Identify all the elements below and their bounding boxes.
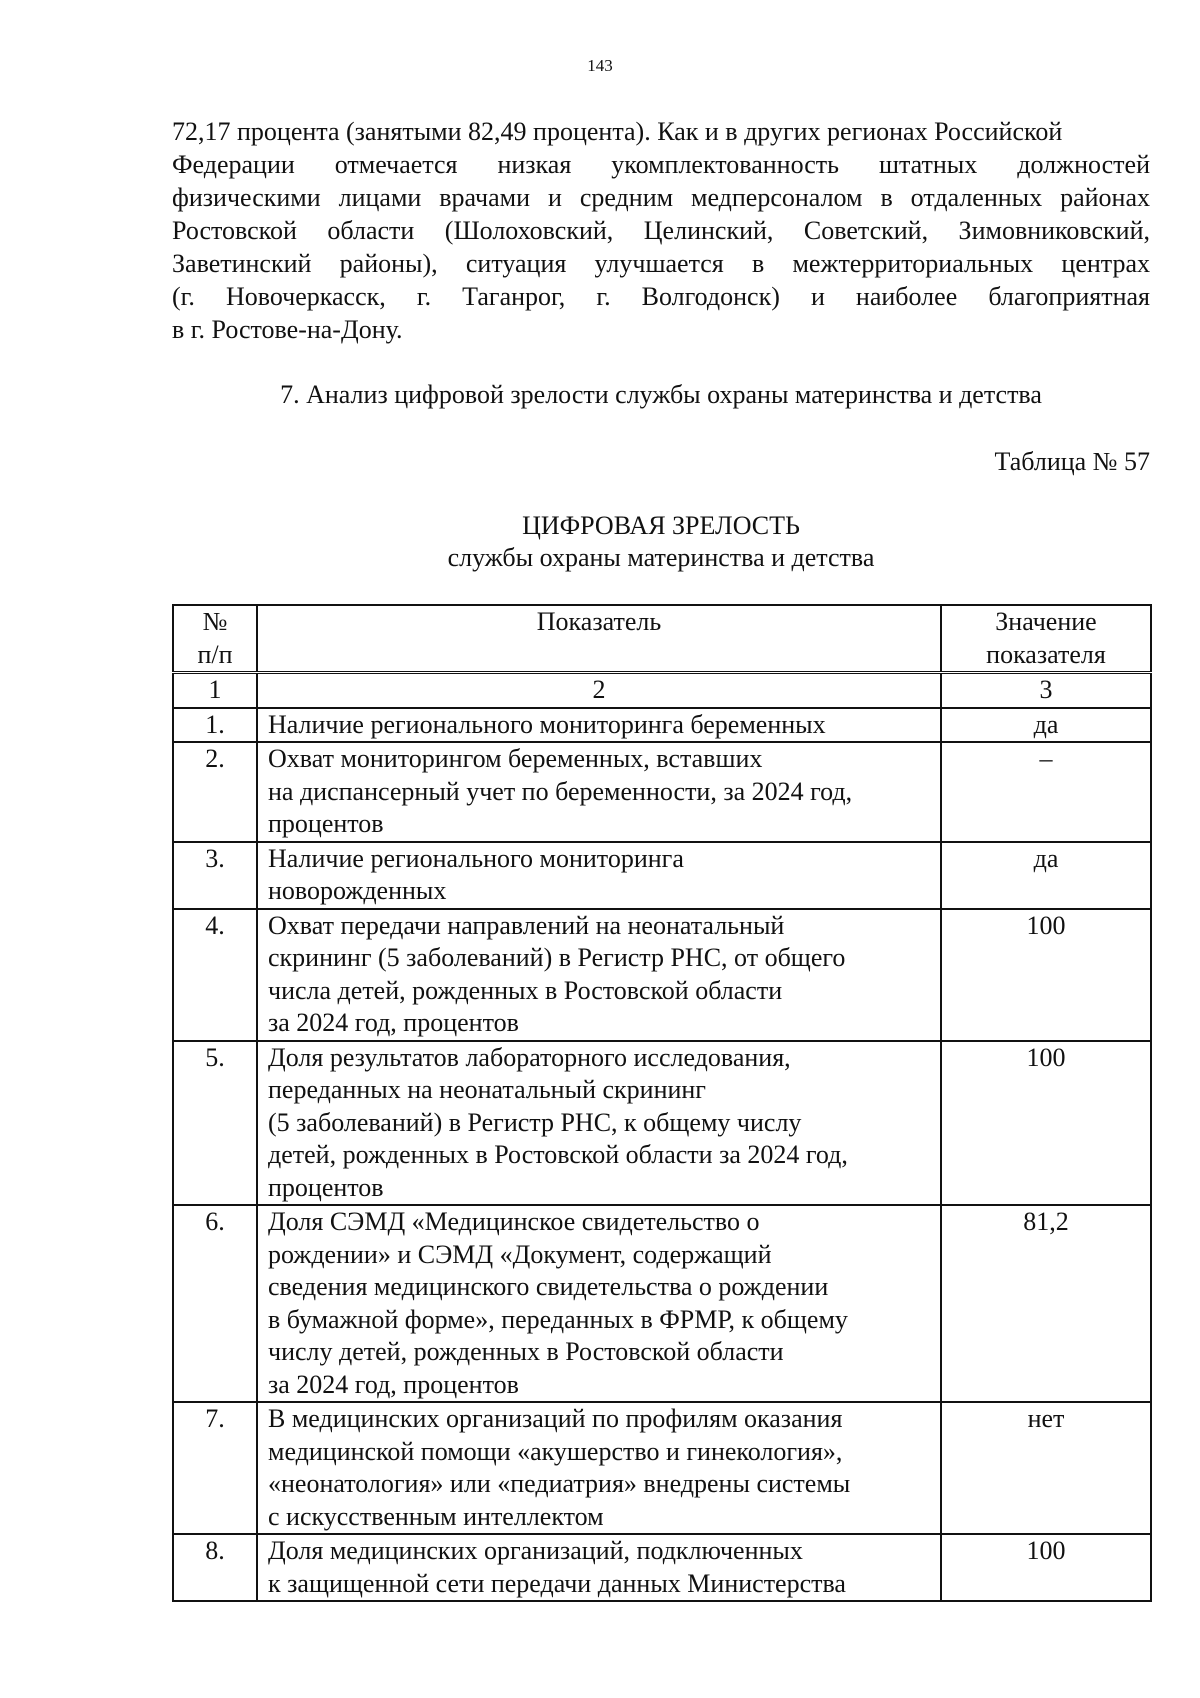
table-row <box>173 1205 1151 1402</box>
indicator-line: Охват передачи направлений на неонатальный <box>268 910 785 940</box>
row-indicator <box>257 909 941 1041</box>
indicator-line: к защищенной сети передачи данных Министерства <box>268 1568 846 1598</box>
row-indicator <box>257 708 941 743</box>
intro-paragraph <box>172 115 1150 346</box>
indicator-line: Доля результатов лабораторного исследования, <box>268 1042 791 1072</box>
table-body <box>173 673 1151 1602</box>
table-title-main: ЦИФРОВАЯ ЗРЕЛОСТЬ <box>522 511 800 540</box>
row-value: да <box>941 708 1151 743</box>
table-row <box>173 708 1151 743</box>
section-heading: 7. Анализ цифровой зрелости службы охраны материнства и детства <box>280 380 1042 409</box>
table-title-sub: службы охраны материнства и детства <box>447 543 875 572</box>
indicator-line: за 2024 год, процентов <box>268 1369 519 1399</box>
indicator-line: процентов <box>268 1172 384 1202</box>
row-value: да <box>941 842 1151 909</box>
indicator-line: Наличие регионального мониторинга <box>268 843 684 873</box>
row-number: 4. <box>173 909 257 1041</box>
indicator-line: «неонатология» или «педиатрия» внедрены системы <box>268 1469 851 1498</box>
indicator-line: Доля СЭМД «Медицинское свидетельство о <box>268 1207 760 1236</box>
row-value: 100 <box>941 1041 1151 1206</box>
row-value: 81,2 <box>941 1205 1151 1402</box>
row-value: нет <box>941 1402 1151 1534</box>
row-number: 1. <box>173 708 257 743</box>
intro-line: (г. Новочеркасск, г. Таганрог, г. Волгодонск) и наиболее благоприятная <box>172 282 1150 311</box>
indicator-line: В медицинских организаций по профилям оказания <box>268 1404 843 1433</box>
table-row <box>173 1402 1151 1534</box>
row-number: 2. <box>173 742 257 842</box>
indicator-line: детей, рожденных в Ростовской области за 2024 год, <box>268 1140 848 1169</box>
indicator-line: переданных на неонатальный скрининг <box>268 1075 706 1104</box>
row-indicator <box>257 1205 941 1402</box>
column-number: 2 <box>257 673 941 708</box>
table-label: Таблица № 57 <box>994 447 1150 476</box>
indicator-line: процентов <box>268 809 384 838</box>
row-indicator <box>257 1402 941 1534</box>
digital-maturity-table <box>172 604 1152 1602</box>
header-value <box>941 605 1151 673</box>
row-value: 100 <box>941 909 1151 1041</box>
indicator-line: скрининг (5 заболеваний) в Регистр РНС, от общего <box>268 943 846 972</box>
intro-line: Ростовской области (Шолоховский, Целинский, Советский, Зимовниковский, <box>172 216 1150 245</box>
indicator-line: числу детей, рожденных в Ростовской области <box>268 1337 784 1366</box>
table-header-row <box>173 605 1151 673</box>
indicator-line: Доля медицинских организаций, подключенных <box>268 1536 803 1565</box>
header-indicator: Показатель <box>257 605 941 673</box>
row-number: 7. <box>173 1402 257 1534</box>
indicator-line: Наличие регионального мониторинга беременных <box>268 709 826 739</box>
table-row <box>173 909 1151 1041</box>
row-number: 8. <box>173 1534 257 1601</box>
intro-line: Федерации отмечается низкая укомплектованность штатных должностей <box>172 150 1150 179</box>
indicator-line: числа детей, рожденных в Ростовской области <box>268 975 783 1005</box>
row-value: – <box>941 742 1151 842</box>
row-number: 5. <box>173 1041 257 1206</box>
column-number: 1 <box>173 673 257 708</box>
indicator-line: новорожденных <box>268 876 447 905</box>
table-row <box>173 1041 1151 1206</box>
row-value: 100 <box>941 1534 1151 1601</box>
row-indicator <box>257 1534 941 1601</box>
indicator-line: (5 заболеваний) в Регистр РНС, к общему числу <box>268 1107 802 1137</box>
header-number-line: п/п <box>197 639 233 669</box>
row-indicator <box>257 842 941 909</box>
indicator-line: Охват мониторингом беременных, вставших <box>268 744 763 773</box>
header-number-line: № <box>202 607 228 636</box>
indicator-line: с искусственным интеллектом <box>268 1501 604 1531</box>
indicator-line: медицинской помощи «акушерство и гинекология», <box>268 1436 843 1466</box>
column-number-row <box>173 673 1151 708</box>
indicator-line: в бумажной форме», переданных в ФРМР, к общему <box>268 1304 848 1334</box>
indicator-line: на диспансерный учет по беременности, за 2024 год, <box>268 776 853 806</box>
table-row <box>173 1534 1151 1601</box>
header-number <box>173 605 257 673</box>
row-number: 3. <box>173 842 257 909</box>
table-row <box>173 842 1151 909</box>
header-value-line: Значение <box>995 607 1097 636</box>
intro-line: Заветинский районы), ситуация улучшается в межтерриториальных центрах <box>172 249 1150 278</box>
intro-line: 72,17 процента (занятыми 82,49 процента). Как и в других регионах Российской <box>172 117 1063 146</box>
indicator-line: рождении» и СЭМД «Документ, содержащий <box>268 1239 772 1269</box>
indicator-line: за 2024 год, процентов <box>268 1008 519 1037</box>
column-number: 3 <box>941 673 1151 708</box>
row-number: 6. <box>173 1205 257 1402</box>
row-indicator <box>257 1041 941 1206</box>
indicator-line: сведения медицинского свидетельства о рождении <box>268 1272 829 1301</box>
header-value-line: показателя <box>986 639 1106 669</box>
table-row <box>173 742 1151 842</box>
table-title <box>172 510 1150 574</box>
intro-line: в г. Ростове-на-Дону. <box>172 315 403 344</box>
row-indicator <box>257 742 941 842</box>
page-number: 143 <box>587 56 613 75</box>
intro-line: физическими лицами врачами и средним медперсоналом в отдаленных районах <box>172 183 1150 212</box>
